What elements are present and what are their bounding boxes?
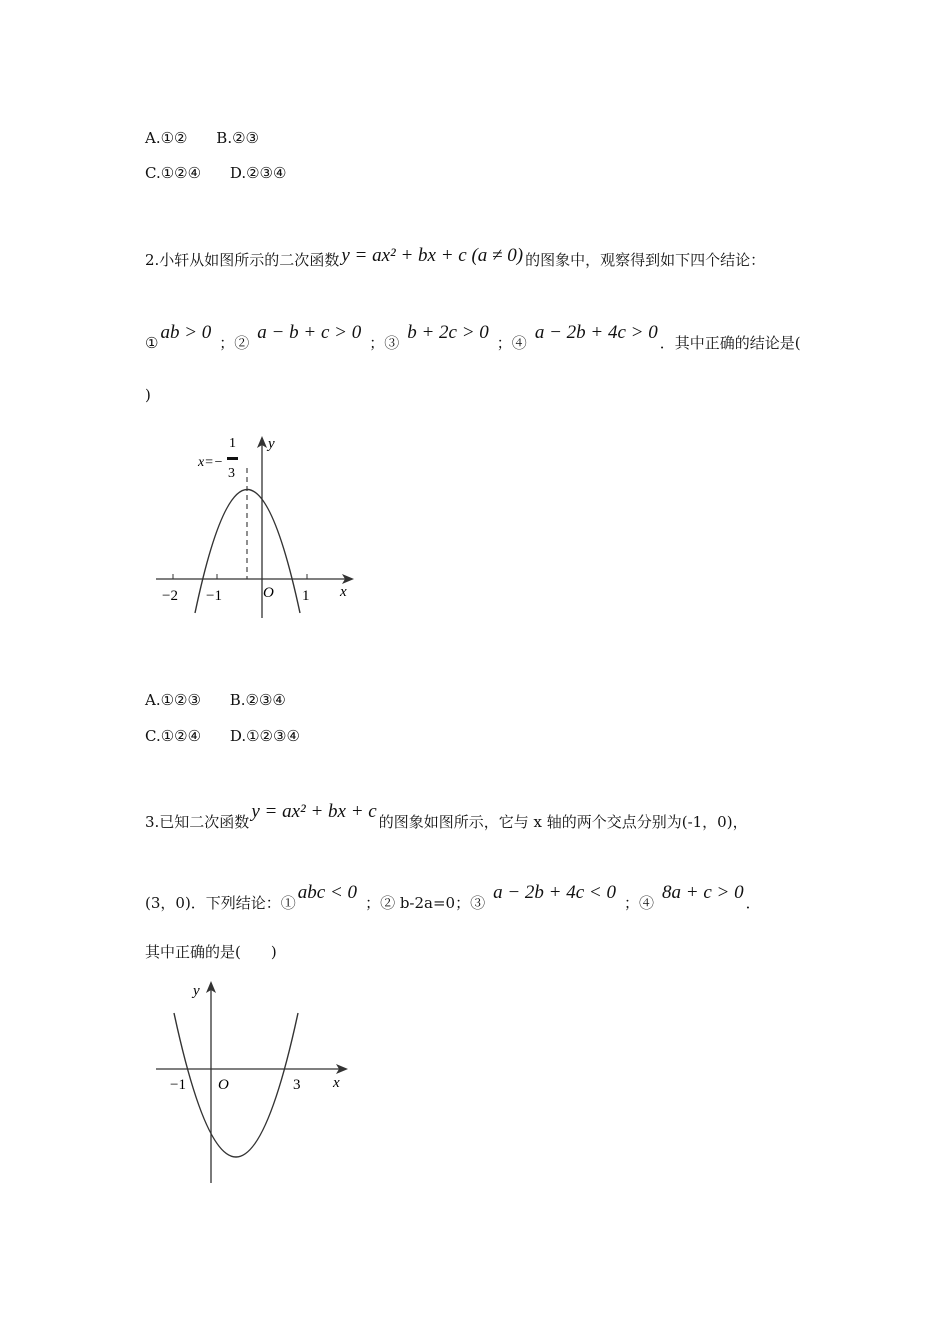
q2-conclusions: ① ab > 0 ；② a − b + c > 0 ；③ b + 2c > 0 ；④ a − 2b + 4c > 0 ．其中正确的结论是( bbox=[145, 322, 801, 352]
q2-sym-denominator: 3 bbox=[228, 466, 235, 481]
q1-options-row-1 bbox=[145, 128, 259, 148]
q2-conclusion-2: a − b + c > 0 bbox=[257, 322, 362, 343]
q3-graph bbox=[150, 975, 365, 1190]
q2-conclusion-1: ab > 0 bbox=[160, 322, 212, 343]
q3-tick-label-neg1: −1 bbox=[170, 1077, 186, 1093]
q3-conclusion-1: abc < 0 bbox=[297, 882, 358, 903]
q3-y-label: y bbox=[193, 983, 200, 999]
q3-function: y = ax² + bx + c bbox=[251, 801, 377, 822]
q3-conclusion-3: a − 2b + 4c < 0 bbox=[493, 882, 617, 903]
q2-conclusion-4: a − 2b + 4c > 0 bbox=[534, 322, 658, 343]
q3-parabola bbox=[174, 1013, 298, 1157]
q3-x-label: x bbox=[333, 1075, 340, 1091]
q2-x-label: x bbox=[340, 584, 347, 600]
q2-origin-label: O bbox=[263, 585, 274, 601]
q2-tick-label-neg1: −1 bbox=[206, 588, 222, 604]
q2-fraction-bar bbox=[227, 457, 238, 460]
q3-conclusion-4: 8a + c > 0 bbox=[662, 882, 744, 903]
q3-stem: 3.已知二次函数 y = ax² + bx + c 的图象如图所示，它与 x 轴的两个交点分别为(-1，0)， bbox=[145, 801, 748, 831]
q2-option-c[interactable]: C.①②④ bbox=[145, 727, 202, 745]
q3-tick-label-3: 3 bbox=[293, 1077, 301, 1093]
q2-tick-label-1: 1 bbox=[302, 588, 310, 604]
q1-option-d[interactable]: D.②③④ bbox=[229, 164, 287, 182]
q2-options-row-2 bbox=[145, 726, 300, 746]
q1-options-row-2 bbox=[145, 163, 286, 183]
q3-question: 其中正确的是( ) bbox=[145, 943, 277, 961]
q2-options-row-1 bbox=[145, 690, 286, 710]
q2-y-label: y bbox=[268, 436, 275, 452]
q1-option-a[interactable]: A.①② bbox=[145, 129, 188, 147]
q3-origin-label: O bbox=[218, 1077, 229, 1093]
q2-option-b[interactable]: B.②③④ bbox=[229, 691, 286, 709]
q2-close-paren: ) bbox=[145, 386, 151, 404]
q2-stem: 2.小轩从如图所示的二次函数 y = ax² + bx + c (a ≠ 0) 的图象中，观察得到如下四个结论： bbox=[145, 245, 766, 269]
q2-sym-numerator: 1 bbox=[229, 436, 236, 451]
q3-conclusions: (3，0)．下列结论：① abc < 0 ；② b-2a=0；③ a − 2b + 4c < 0 ；④ 8a + c > 0 ． bbox=[145, 882, 761, 912]
q2-conclusion-3: b + 2c > 0 bbox=[407, 322, 489, 343]
q2-graph bbox=[150, 428, 365, 623]
q2-tick-label-neg2: −2 bbox=[162, 588, 178, 604]
q2-sym-prefix: x=− bbox=[198, 455, 224, 470]
q2-option-a[interactable]: A.①②③ bbox=[145, 691, 201, 709]
q1-option-c[interactable]: C.①②④ bbox=[145, 164, 202, 182]
q1-option-b[interactable]: B.②③ bbox=[216, 129, 259, 147]
q2-function: y = ax² + bx + c (a ≠ 0) bbox=[341, 245, 524, 266]
q2-option-d[interactable]: D.①②③④ bbox=[229, 727, 300, 745]
